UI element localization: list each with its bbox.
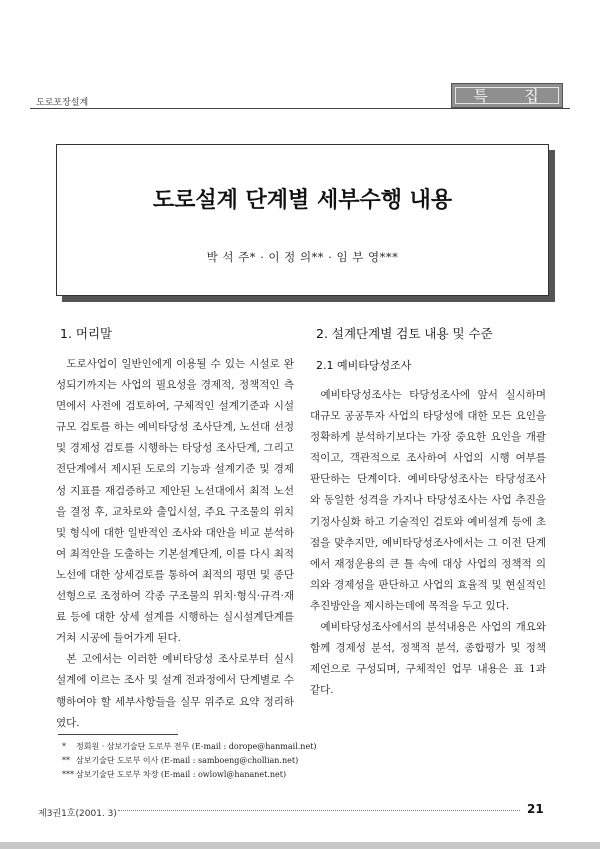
left-paragraph-2: 본 고에서는 이러한 예비타당성 조사로부터 실시설계에 이르는 조사 및 설계 전과정에서 단계별로 수행하여야 할 세부사항들을 실무 위주로 요약 정리하였다. <box>56 653 294 729</box>
title-box <box>56 144 549 296</box>
right-paragraph-2: 예비타당성조사에서의 분석내용은 사업의 개요와 함께 경제성 분석, 정책적 분석, 종합평가 및 정책 제언으로 구성되며, 구체적인 업무 내용은 표 1과 같다. <box>310 621 546 697</box>
right-heading: 2. 설계단계별 검토 내용 및 수준 <box>316 326 493 341</box>
badge-char-2: 집 <box>524 87 541 105</box>
footnote-3 <box>62 769 286 780</box>
right-paragraph-1: 예비타당성조사는 타당성조사에 앞서 실시하며 대규모 공공투자 사업의 타당성에 대한 모든 요인을 정확하게 분석하기보다는 가장 중요한 요인을 개괄적이고, 객관적으로 조사하여 사업의 시행 여부를 판단하는 단계이다. 예비타당성조사는 타당성조사와 동일한 성격을 가지나 타당성조사는 사업 추진을 기정사실화 하고 기술적인 검토와 예비설계 등에 초점을 맞추지만, 예비타당성조사에서는 그 이전 단계에서 재정운용의 큰 틀 속에 대상 사업의 정책적 의의와 경제성을 판단하고 사업의 효율적 및 현실적인 추진방안을 제시하는데에 목적을 두고 있다. <box>310 389 546 612</box>
issue-info: 제3권1호(2001. 3) <box>38 809 117 819</box>
footnote-text: 정회원 · 삼보기술단 도로부 전무 (E-mail : dorope@hanmail.net) <box>76 742 317 751</box>
bottom-band <box>0 842 600 849</box>
header-rule <box>30 108 570 109</box>
footnote-mark: ** <box>62 756 70 765</box>
footnote-2 <box>62 755 298 766</box>
badge-char-1: 특 <box>473 87 490 105</box>
left-heading: 1. 머리말 <box>60 326 113 341</box>
section-badge <box>451 83 563 108</box>
footnote-text: 삼보기술단 도로부 이사 (E-mail : samboeng@chollian.net) <box>76 756 299 765</box>
footnote-1 <box>62 741 317 752</box>
footnote-mark: *** <box>62 770 74 779</box>
left-column-body <box>56 354 294 734</box>
footnote-text: 삼보기술단 도로부 차장 (E-mail : owlowl@hananet.net) <box>76 770 287 779</box>
footer-leader <box>118 810 520 811</box>
right-column-body <box>310 385 546 701</box>
journal-name: 도로포장설계 <box>36 98 89 108</box>
left-paragraph-1: 도로사업이 일반인에게 이용될 수 있는 시설로 완성되기까지는 사업의 필요성을 경제적, 정책적인 측면에서 사전에 검토하여, 구체적인 설계기준과 시설규모 검토를 하는 예비타당성 조사단계, 노선대 선정 및 경제성 검토를 시행하는 타당성 조사단계, 그리고 전단계에서 제시된 도로의 기능과 설계기준 및 경제성 지표를 재검증하고 제안된 노선대에서 최적 노선을 결정 후, 교차로와 출입시설, 주요 구조물의 위치 및 형식에 대한 일반적인 조사와 대안을 비교 분석하여 최적안을 도출하는 기본설계단계, 이를 다시 최적 노선에 대한 상세검토를 통하여 최적의 평면 및 종단선형으로 조정하여 각종 구조물의 위치·형식·규격·재료 등에 대한 상세 설계를 시행하는 실시설계단계를 거쳐 시공에 들어가게 된다. <box>56 358 294 645</box>
article-authors: 박 석 주* · 이 정 의** · 임 부 영*** <box>206 250 399 264</box>
right-subheading: 2.1 예비타당성조사 <box>316 359 412 372</box>
page-number: 21 <box>527 802 544 816</box>
footnote-rule <box>58 734 178 735</box>
footnote-mark: * <box>62 742 66 751</box>
article-title: 도로설계 단계별 세부수행 내용 <box>152 188 453 213</box>
